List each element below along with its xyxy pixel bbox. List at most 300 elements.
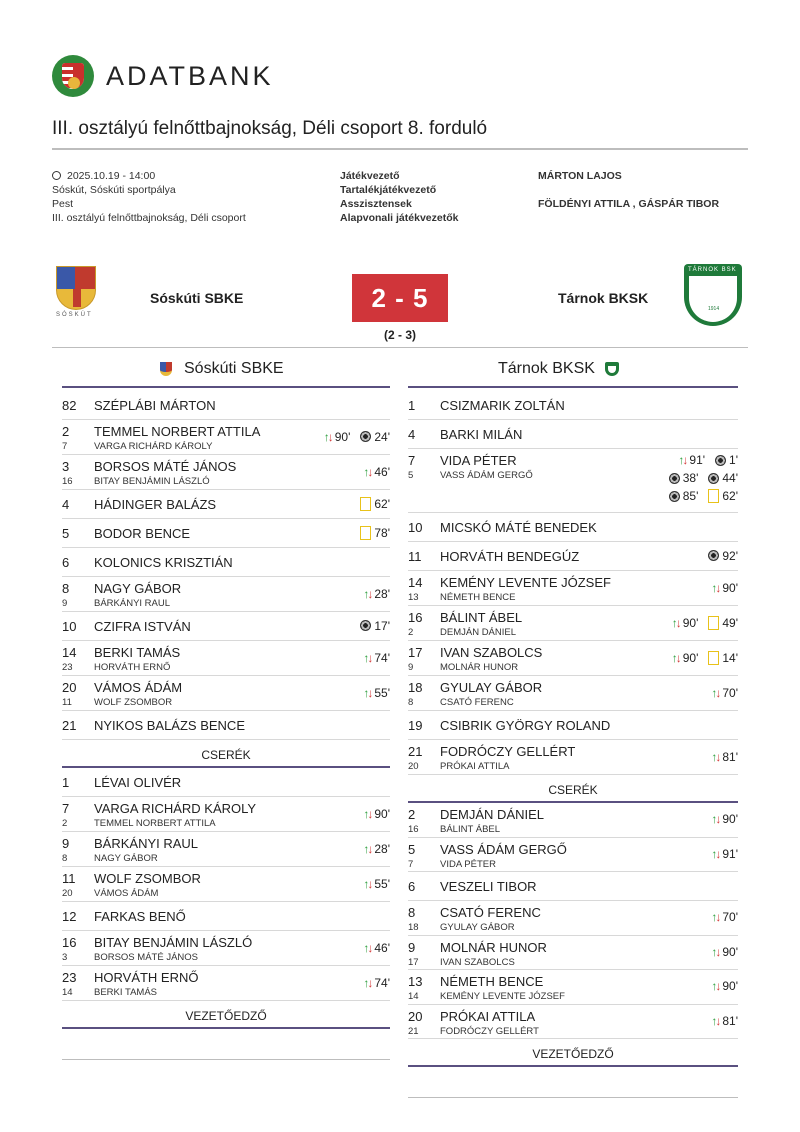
player-name[interactable]: VIDA PÉTER <box>440 453 517 468</box>
sub-player-number: 11 <box>62 697 72 708</box>
coach-title-bar <box>62 1027 390 1029</box>
sub-player-name[interactable]: PRÓKAI ATTILA <box>440 761 510 772</box>
sub-player-number: 16 <box>408 824 419 835</box>
clock-icon <box>52 171 61 180</box>
sub-player-number: 7 <box>62 441 68 452</box>
player-name[interactable]: FODRÓCZY GELLÉRT <box>440 744 576 759</box>
event-minute: 62' <box>374 496 390 511</box>
sub-player-number: 7 <box>408 858 414 870</box>
card-event <box>360 497 390 511</box>
player-number: 5 <box>62 525 70 541</box>
player-row[interactable] <box>408 571 738 606</box>
player-number: 13 <box>408 974 423 989</box>
player-number: 9 <box>408 939 416 955</box>
player-name[interactable]: BARKI MILÁN <box>440 426 523 442</box>
player-events <box>350 497 390 511</box>
sub-player-name[interactable]: WOLF ZSOMBOR <box>94 697 173 708</box>
sub-event <box>711 581 738 595</box>
player-name[interactable]: BODOR BENCE <box>94 525 191 541</box>
player-row[interactable] <box>408 420 738 449</box>
page-title: III. osztályú felnőttbajnokság, Déli csoport 8. forduló <box>52 118 488 139</box>
player-name[interactable]: CSIZMARIK ZOLTÁN <box>440 397 565 413</box>
sub-player-name[interactable]: NÉMETH BENCE <box>440 592 516 603</box>
player-number: 10 <box>62 618 77 634</box>
player-events <box>353 651 390 665</box>
goal-ball-icon <box>360 431 371 442</box>
sub-player-name[interactable]: BORSOS MÁTÉ JÁNOS <box>94 952 198 963</box>
event-minute: 46' <box>374 464 390 479</box>
event-minute: 74' <box>374 975 390 990</box>
coach-empty-row <box>408 1097 738 1098</box>
sub-event <box>711 812 738 826</box>
event-minute: 49' <box>722 615 738 630</box>
substitution-icon: ↑↓ <box>711 846 720 861</box>
player-number: 2 <box>408 807 416 822</box>
player-row[interactable] <box>62 577 390 612</box>
player-events <box>662 651 738 665</box>
event-minute: 55' <box>374 685 390 700</box>
yellow-card-icon <box>360 526 371 540</box>
event-minute: 46' <box>374 940 390 955</box>
player-number: 8 <box>62 581 70 596</box>
reserve-referee-label: Tartalékjátékvezető <box>340 184 437 196</box>
event-minute: 38' <box>682 471 699 485</box>
player-events <box>701 910 738 924</box>
player-events <box>353 842 390 856</box>
halftime-score: (2 - 3) <box>383 328 416 342</box>
substitution-icon: ↑↓ <box>363 586 372 601</box>
subs-section-title <box>62 748 390 768</box>
player-events <box>659 489 738 503</box>
player-number: 19 <box>408 717 423 733</box>
event-minute: 1' <box>729 453 738 467</box>
goal-event <box>715 453 738 467</box>
player-number: 7 <box>62 801 70 816</box>
sub-event <box>363 465 390 479</box>
substitution-icon: ↑↓ <box>363 685 372 700</box>
away-lineup-title <box>498 360 619 378</box>
player-row[interactable] <box>62 797 390 832</box>
player-name[interactable]: BORSOS MÁTÉ JÁNOS <box>94 459 237 474</box>
sub-player-number: 2 <box>62 818 68 829</box>
away-team-logo-icon <box>684 264 742 326</box>
sub-event <box>363 842 390 856</box>
player-row[interactable] <box>62 966 390 1001</box>
substitution-icon: ↑↓ <box>711 910 720 925</box>
goal-event <box>708 471 738 485</box>
event-minute: 14' <box>722 650 738 665</box>
goal-ball-icon <box>669 473 680 484</box>
player-name[interactable]: NÉMETH BENCE <box>440 974 544 989</box>
coach-empty-row <box>62 1059 390 1060</box>
event-minute: 24' <box>374 429 390 444</box>
sub-player-number: 23 <box>62 662 73 673</box>
player-row[interactable] <box>62 455 390 490</box>
player-row[interactable] <box>408 838 738 873</box>
player-events <box>353 686 390 700</box>
sub-player-name[interactable]: NAGY GÁBOR <box>94 853 158 864</box>
site-header <box>52 52 752 100</box>
subs-section-title <box>408 783 738 803</box>
coach-title-text: VEZETŐEDZŐ <box>185 1009 267 1023</box>
sub-player-name[interactable]: TEMMEL NORBERT ATTILA <box>94 818 216 829</box>
match-venue: Sóskút, Sóskúti sportpálya <box>52 184 176 196</box>
sub-event <box>363 976 390 990</box>
sub-player-number: 8 <box>62 853 68 864</box>
card-event <box>708 651 738 665</box>
event-minute: 90' <box>722 580 738 595</box>
referee-name: MÁRTON LAJOS <box>538 170 622 182</box>
sub-event <box>711 686 738 700</box>
match-info <box>52 169 246 225</box>
sub-event <box>363 686 390 700</box>
player-row[interactable] <box>408 542 738 571</box>
substitution-icon: ↑↓ <box>363 464 372 479</box>
sub-player-name[interactable]: BÁRKÁNYI RAUL <box>94 598 171 609</box>
sub-player-name[interactable]: VÁMOS ÁDÁM <box>94 888 159 899</box>
home-lineup-title <box>160 360 284 378</box>
event-minute: 90' <box>374 806 390 821</box>
player-row[interactable] <box>408 513 738 542</box>
player-name[interactable]: HORVÁTH BENDEGÚZ <box>440 548 580 564</box>
player-number: 10 <box>408 519 423 535</box>
player-row[interactable] <box>62 391 390 420</box>
player-name[interactable]: CZIFRA ISTVÁN <box>94 618 191 634</box>
player-events <box>659 471 738 485</box>
score-divider <box>52 347 748 348</box>
event-minute: 44' <box>722 471 738 485</box>
yellow-card-icon <box>360 497 371 511</box>
player-name[interactable]: VASS ÁDÁM GERGŐ <box>440 841 567 857</box>
event-minute: 28' <box>374 586 390 601</box>
goal-ball-icon <box>360 620 371 631</box>
player-events <box>350 619 390 633</box>
player-number: 23 <box>62 970 77 985</box>
player-name[interactable]: HÁDINGER BALÁZS <box>94 496 217 512</box>
player-number: 18 <box>408 680 423 695</box>
sub-player-name[interactable]: HORVÁTH ERNŐ <box>94 662 171 673</box>
goal-event <box>708 549 738 563</box>
home-logo-text: SÓSKÚT <box>56 312 93 318</box>
player-name[interactable]: HORVÁTH ERNŐ <box>94 970 199 985</box>
player-events <box>701 847 738 861</box>
player-name[interactable]: TEMMEL NORBERT ATTILA <box>94 424 261 439</box>
player-name[interactable]: WOLF ZSOMBOR <box>94 871 201 886</box>
player-number: 3 <box>62 459 70 474</box>
player-number: 17 <box>408 645 423 660</box>
player-name[interactable]: KEMÉNY LEVENTE JÓZSEF <box>440 575 611 590</box>
player-name[interactable]: KOLONICS KRISZTIÁN <box>94 554 233 570</box>
player-row[interactable] <box>408 711 738 740</box>
title-divider <box>52 148 748 150</box>
sub-player-number: 3 <box>62 952 68 963</box>
player-events <box>353 877 390 891</box>
sub-player-name[interactable]: GYULAY GÁBOR <box>440 922 515 933</box>
substitution-icon: ↑↓ <box>711 1013 720 1028</box>
player-row[interactable] <box>408 449 738 513</box>
goal-ball-icon <box>708 473 719 484</box>
player-events <box>701 979 738 993</box>
event-minute: 91' <box>722 846 738 861</box>
event-minute: 90' <box>682 650 699 665</box>
player-row[interactable] <box>408 641 738 676</box>
event-minute: 90' <box>722 944 738 959</box>
player-row[interactable] <box>62 548 390 577</box>
player-row[interactable] <box>62 832 390 867</box>
player-events <box>662 616 738 630</box>
player-name[interactable]: LÉVAI OLIVÉR <box>94 774 182 790</box>
sub-event <box>711 945 738 959</box>
player-row[interactable] <box>408 1005 738 1040</box>
event-minute: 55' <box>374 876 390 891</box>
sub-player-number: 17 <box>408 956 419 968</box>
player-name[interactable]: CSATÓ FERENC <box>440 905 541 920</box>
player-events <box>314 430 390 444</box>
sub-event <box>711 847 738 861</box>
sub-event <box>324 430 351 444</box>
event-minute: 81' <box>722 749 738 764</box>
sub-player-number: 21 <box>408 1025 419 1037</box>
substitution-icon: ↑↓ <box>678 453 687 467</box>
assistants-names: FÖLDÉNYI ATTILA , GÁSPÁR TIBOR <box>538 198 720 210</box>
player-number: 11 <box>62 871 76 886</box>
sub-player-number: 14 <box>408 991 419 1002</box>
event-minute: 78' <box>374 525 390 540</box>
player-row[interactable] <box>408 391 738 420</box>
player-number: 5 <box>408 841 416 857</box>
player-name[interactable]: CSIBRIK GYÖRGY ROLAND <box>440 717 611 733</box>
card-event <box>708 489 738 503</box>
away-lineup-rule <box>408 386 738 388</box>
sub-player-name[interactable]: KEMÉNY LEVENTE JÓZSEF <box>440 991 565 1002</box>
match-county: Pest <box>52 198 74 210</box>
player-number: 4 <box>62 496 70 512</box>
goal-event <box>669 471 699 485</box>
sub-event <box>672 651 699 665</box>
event-minute: 90' <box>682 615 699 630</box>
substitution-icon: ↑↓ <box>363 876 372 891</box>
player-number: 6 <box>408 878 416 894</box>
event-minute: 92' <box>722 548 738 563</box>
player-number: 16 <box>408 610 423 625</box>
match-datetime: 2025.10.19 - 14:00 <box>67 170 156 182</box>
player-name[interactable]: FARKAS BENŐ <box>94 908 186 924</box>
card-event <box>360 526 390 540</box>
player-events <box>353 941 390 955</box>
player-events <box>353 465 390 479</box>
sub-player-name[interactable]: BERKI TAMÁS <box>94 987 157 998</box>
home-team-logo-icon <box>54 266 98 322</box>
player-number: 1 <box>62 774 70 790</box>
player-name[interactable]: PRÓKAI ATTILA <box>440 1008 536 1024</box>
player-row[interactable] <box>62 612 390 641</box>
player-events <box>353 807 390 821</box>
sub-event <box>363 877 390 891</box>
player-row[interactable] <box>408 606 738 641</box>
goal-line-referees-label: Alapvonali játékvezetők <box>340 212 459 224</box>
away-lineup-title-text: Tárnok BKSK <box>498 360 595 377</box>
sub-player-name[interactable]: DEMJÁN DÁNIEL <box>440 627 517 638</box>
goal-ball-icon <box>715 455 726 466</box>
player-row[interactable] <box>408 740 738 775</box>
player-name[interactable]: BERKI TAMÁS <box>94 645 181 660</box>
subs-title-text: CSERÉK <box>548 783 598 797</box>
sub-player-name[interactable]: VIDA PÉTER <box>440 858 496 870</box>
away-team-mini-icon <box>605 362 619 376</box>
event-minute: 90' <box>722 812 738 827</box>
subs-title-text: CSERÉK <box>201 748 251 762</box>
player-number: 11 <box>408 548 422 564</box>
sub-player-name[interactable]: IVAN SZABOLCS <box>440 956 515 968</box>
card-event <box>708 616 738 630</box>
home-team-name[interactable]: Sóskúti SBKE <box>150 290 244 306</box>
player-number: 4 <box>408 426 416 442</box>
event-minute: 62' <box>722 489 738 503</box>
away-logo-text: TÁRNOK BSK <box>688 267 737 273</box>
event-minute: 85' <box>682 489 699 503</box>
player-number: 6 <box>62 554 70 570</box>
player-row[interactable] <box>62 867 390 902</box>
sub-player-number: 20 <box>408 761 419 772</box>
player-name[interactable]: BITAY BENJÁMIN LÁSZLÓ <box>94 935 253 950</box>
player-name[interactable]: VARGA RICHÁRD KÁROLY <box>94 801 257 816</box>
yellow-card-icon <box>708 489 719 503</box>
player-events <box>698 549 738 563</box>
away-team-name[interactable]: Tárnok BKSK <box>558 290 649 306</box>
player-name[interactable]: VESZELI TIBOR <box>440 878 537 894</box>
sub-event <box>711 910 738 924</box>
sub-event <box>363 651 390 665</box>
coach-section-title <box>408 1047 738 1067</box>
player-row[interactable] <box>62 519 390 548</box>
sub-event <box>363 941 390 955</box>
player-row[interactable] <box>408 803 738 838</box>
player-number: 12 <box>62 908 77 924</box>
player-number: 82 <box>62 397 77 413</box>
substitution-icon: ↑↓ <box>711 749 720 764</box>
player-number: 14 <box>408 575 423 590</box>
event-minute: 70' <box>722 685 738 700</box>
event-minute: 28' <box>374 841 390 856</box>
yellow-card-icon <box>708 616 719 630</box>
officials-values <box>538 169 719 211</box>
final-score: 2 - 5 <box>352 274 448 322</box>
player-events <box>353 976 390 990</box>
player-events <box>701 686 738 700</box>
sub-player-name[interactable]: CSATÓ FERENC <box>440 697 514 708</box>
goal-event <box>360 430 390 444</box>
player-number: 16 <box>62 935 77 950</box>
player-name[interactable]: IVAN SZABOLCS <box>440 645 543 660</box>
home-team-mini-icon <box>160 362 172 376</box>
player-name[interactable]: MICSKÓ MÁTÉ BENEDEK <box>440 519 597 535</box>
player-row[interactable] <box>62 641 390 676</box>
player-name[interactable]: BÁRKÁNYI RAUL <box>94 836 199 851</box>
player-events <box>701 581 738 595</box>
player-name[interactable]: NAGY GÁBOR <box>94 581 182 596</box>
player-row[interactable] <box>408 901 738 936</box>
sub-event <box>711 1014 738 1028</box>
match-competition: III. osztályú felnőttbajnokság, Déli csoport <box>52 212 246 224</box>
player-row[interactable] <box>408 676 738 711</box>
sub-player-number: 5 <box>408 470 414 481</box>
player-row[interactable] <box>408 970 738 1005</box>
coach-section-title <box>62 1009 390 1029</box>
player-row[interactable] <box>408 936 738 971</box>
substitution-icon: ↑↓ <box>363 975 372 990</box>
sub-player-name[interactable]: BITAY BENJÁMIN LÁSZLÓ <box>94 476 210 487</box>
sub-event <box>363 587 390 601</box>
player-number: 20 <box>62 680 77 695</box>
goal-ball-icon <box>669 491 680 502</box>
sub-player-number: 2 <box>408 627 414 638</box>
referee-label: Játékvezető <box>340 170 400 182</box>
sub-player-number: 18 <box>408 922 419 933</box>
substitution-icon: ↑↓ <box>671 615 680 630</box>
player-name[interactable]: NYIKOS BALÁZS BENCE <box>94 717 245 733</box>
coach-title-text: VEZETŐEDZŐ <box>532 1047 614 1061</box>
player-row[interactable] <box>408 872 738 901</box>
sub-player-name[interactable]: MOLNÁR HUNOR <box>440 662 519 673</box>
player-row[interactable] <box>62 711 390 740</box>
sub-event <box>711 979 738 993</box>
substitution-icon: ↑↓ <box>323 429 332 444</box>
home-lineup-rule <box>62 386 390 388</box>
player-name[interactable]: VÁMOS ÁDÁM <box>94 680 183 695</box>
event-minute: 70' <box>722 910 738 925</box>
brand-name[interactable]: ADATBANK <box>106 60 274 91</box>
sub-player-name[interactable]: VASS ÁDÁM GERGŐ <box>440 470 533 481</box>
player-number: 9 <box>62 836 70 851</box>
player-number: 7 <box>408 453 416 468</box>
sub-player-number: 8 <box>408 697 414 708</box>
player-name[interactable]: GYULAY GÁBOR <box>440 680 543 695</box>
adatbank-logo-icon[interactable] <box>52 55 94 97</box>
sub-player-name[interactable]: FODRÓCZY GELLÉRT <box>440 1025 539 1037</box>
sub-player-number: 13 <box>408 592 419 603</box>
player-events <box>701 812 738 826</box>
player-name[interactable]: DEMJÁN DÁNIEL <box>440 807 545 822</box>
sub-player-number: 9 <box>62 598 68 609</box>
yellow-card-icon <box>708 651 719 665</box>
player-name[interactable]: SZÉPLÁBI MÁRTON <box>94 397 216 413</box>
player-row[interactable] <box>62 768 390 797</box>
player-events <box>701 945 738 959</box>
player-number: 2 <box>62 424 70 439</box>
substitution-icon: ↑↓ <box>711 580 720 595</box>
goal-event <box>669 489 699 503</box>
player-row[interactable] <box>62 902 390 931</box>
sub-player-name[interactable]: VARGA RICHÁRD KÁROLY <box>94 441 213 452</box>
event-minute: 90' <box>722 979 738 994</box>
player-events <box>701 1014 738 1028</box>
substitution-icon: ↑↓ <box>711 812 720 827</box>
substitution-icon: ↑↓ <box>711 944 720 959</box>
player-row[interactable] <box>62 931 390 966</box>
player-row[interactable] <box>62 420 390 455</box>
sub-player-name[interactable]: BÁLINT ÁBEL <box>440 824 501 835</box>
player-name[interactable]: BÁLINT ÁBEL <box>440 610 523 625</box>
sub-player-number: 16 <box>62 476 73 487</box>
substitution-icon: ↑↓ <box>363 650 372 665</box>
event-minute: 17' <box>374 618 390 633</box>
player-row[interactable] <box>62 676 390 711</box>
player-row[interactable] <box>62 490 390 519</box>
coach-title-bar <box>408 1065 738 1067</box>
sub-event <box>678 453 705 467</box>
player-name[interactable]: MOLNÁR HUNOR <box>440 939 547 955</box>
event-minute: 91' <box>689 453 706 467</box>
